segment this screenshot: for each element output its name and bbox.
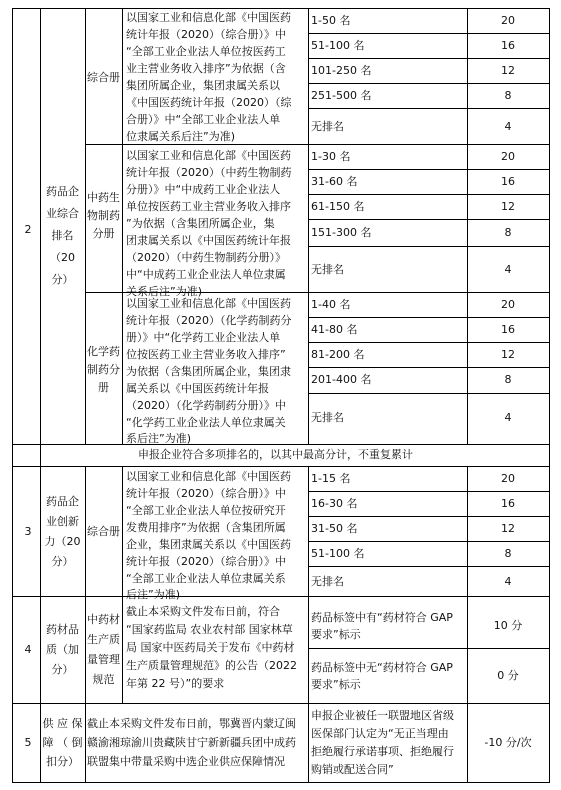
rank-range: 51-100 名 [311, 39, 365, 52]
score: 16 [501, 323, 515, 336]
score: 12 [501, 522, 515, 535]
col-divider [122, 8, 123, 444]
rank-range: 1-15 名 [311, 472, 351, 485]
score: 16 [501, 497, 515, 510]
tier-divider [308, 108, 550, 109]
score: 8 [504, 89, 512, 102]
rank-range: 1-30 名 [311, 150, 351, 163]
row-number: 2 [24, 223, 32, 236]
score: 10 分 [493, 619, 523, 632]
table-border [549, 8, 550, 783]
tier-divider [308, 566, 550, 567]
rank-range: 31-60 名 [311, 175, 358, 188]
score: 20 [501, 298, 515, 311]
score: 8 [504, 226, 512, 239]
col-divider [308, 8, 309, 444]
rank-range: 41-80 名 [311, 323, 358, 336]
col-divider [308, 466, 309, 783]
tier-divider [308, 246, 550, 247]
rank-range: 61-150 名 [311, 200, 365, 213]
rank-range: 81-200 名 [311, 348, 365, 361]
score: 20 [501, 472, 515, 485]
row-number: 3 [24, 525, 32, 538]
score: 12 [501, 200, 515, 213]
rank-range: 1-50 名 [311, 14, 351, 27]
rank-range: 251-500 名 [311, 89, 372, 102]
rank-range: 31-50 名 [311, 522, 358, 535]
row-number: 5 [24, 736, 32, 749]
score: 4 [504, 411, 512, 424]
tier-divider [308, 219, 550, 220]
score: 4 [504, 575, 512, 588]
score: 12 [501, 64, 515, 77]
score: -10 分/次 [484, 736, 532, 749]
rank-range: 无排名 [311, 263, 344, 276]
rank-range: 51-100 名 [311, 547, 365, 560]
row-divider [12, 596, 550, 597]
row-divider [12, 703, 550, 704]
rank-range: 201-400 名 [311, 373, 372, 386]
category-label: 综合册 [87, 71, 120, 84]
rank-range: 101-250 名 [311, 64, 372, 77]
row-number: 4 [24, 643, 32, 656]
score: 12 [501, 348, 515, 361]
score: 16 [501, 175, 515, 188]
rank-range: 151-300 名 [311, 226, 372, 239]
score: 4 [504, 120, 512, 133]
table-border [12, 782, 550, 783]
rank-range: 无排名 [311, 575, 344, 588]
score: 20 [501, 14, 515, 27]
score: 8 [504, 547, 512, 560]
category-label: 综合册 [87, 525, 120, 538]
score: 0 分 [497, 669, 519, 682]
tier-divider [308, 393, 550, 394]
tier-divider [308, 648, 550, 649]
score: 4 [504, 263, 512, 276]
score: 16 [501, 39, 515, 52]
col-divider [122, 466, 123, 703]
scoring-table: 2 药品企 业综合 排名 （20 分） 综合册 以国家工业和信息化部《中国医药 统计年报（2020）（综合册）》中 “全部工业企业法人单位按医药工 业主营业务收入排序”为依据（含 集团所属企业，集团隶属关系以 《中国医药统计年报（2020）（综 合册）》中“全部工业企业法人单 位隶属关系后注”为准) 1-50 名 20 51-100 名 16 101-250 名 12 251-500 名 8 无排名 4 中药生 物制药 分册 以国家工业和信息化部《中国医药 统计年报（2020）（中药生物制药 分册）》中“中成药工业企业法人 单位按医药工业主营业务收入排序 ”为依据（含集团所属企业，集 团隶属关系以《中国医药统计年报 （2020）（中药生物制药分册）》 中“中成药工业企业法人单位隶属 关系后注”为准) 1-30 名 20 31-60 名 16 61-150 名 12 151-300 名 8 无排名 4 化学药 制药分 册 以国家工业和信息化部《中国医药 统计年报（2020）（化学药制药分 册）》中“化学药工业企业法人单 位按医药工业主营业务收入排序” 为依据（含集团所属企业，集团隶 属关系以《中国医药统计年报 （2020）（化学药制药分册）》中 “化学药工业企业法人单位隶属关 系后注”为准) 1-40 名 20 41-80 名 16 81-200 名 12 201-400 名 8 无排名 4 申报企业符合多项排名的，以其中最高分计，不重复累计 3 药品企 业创新 力（20 分） 综合册 以国家工业和信息化部《中国医药 统计年报（2020）（综合册）》中 “全部工业企业法人单位按研究开 发费用排序”为依据（含集团所属 企业，集团隶属关系以《中国医药 统计年报（2020）（综合册）》中 “全部工业企业法人单位隶属关系 后注”为准) 1-15 名 20 16-30 名 16 31-50 名 12 51-100 名 8 无排名 4 4 药材品 质（加 分） 中药材 生产质 量管理 规范 截止本采购文件发布日前，符合 “国家药监局 农业农村部 国家林草 局 国家中医药局关于发布《中药材 生产质量管理规范》的公告（2022 年第 22 号）”的要求 药品标签中有“药材符合 GAP 要求”标示 10 分 药品标签中无“药材符合 GAP 要求”标示 0 分 5 供 应 保 障 （ 倒 扣分） 截止本采购文件发布日前，鄂冀晋内蒙辽闽 赣渝湘琼渝川贵藏陕甘宁新新疆兵团中成药 联盟集中带量采购中选企业供应保障情况 申报企业被任一联盟地区省级 医保部门认定为“无正当理由 拒绝履行承诺事项、拒绝履行 购销或配送合同” -10 分/次 [12, 8, 550, 783]
table-border [12, 8, 13, 783]
rank-range: 无排名 [311, 411, 344, 424]
score: 20 [501, 150, 515, 163]
note-text: 申报企业符合多项排名的，以其中最高分计，不重复累计 [138, 448, 413, 461]
score: 8 [504, 373, 512, 386]
rank-range: 16-30 名 [311, 497, 358, 510]
rank-range: 无排名 [311, 120, 344, 133]
rank-range: 1-40 名 [311, 298, 351, 311]
